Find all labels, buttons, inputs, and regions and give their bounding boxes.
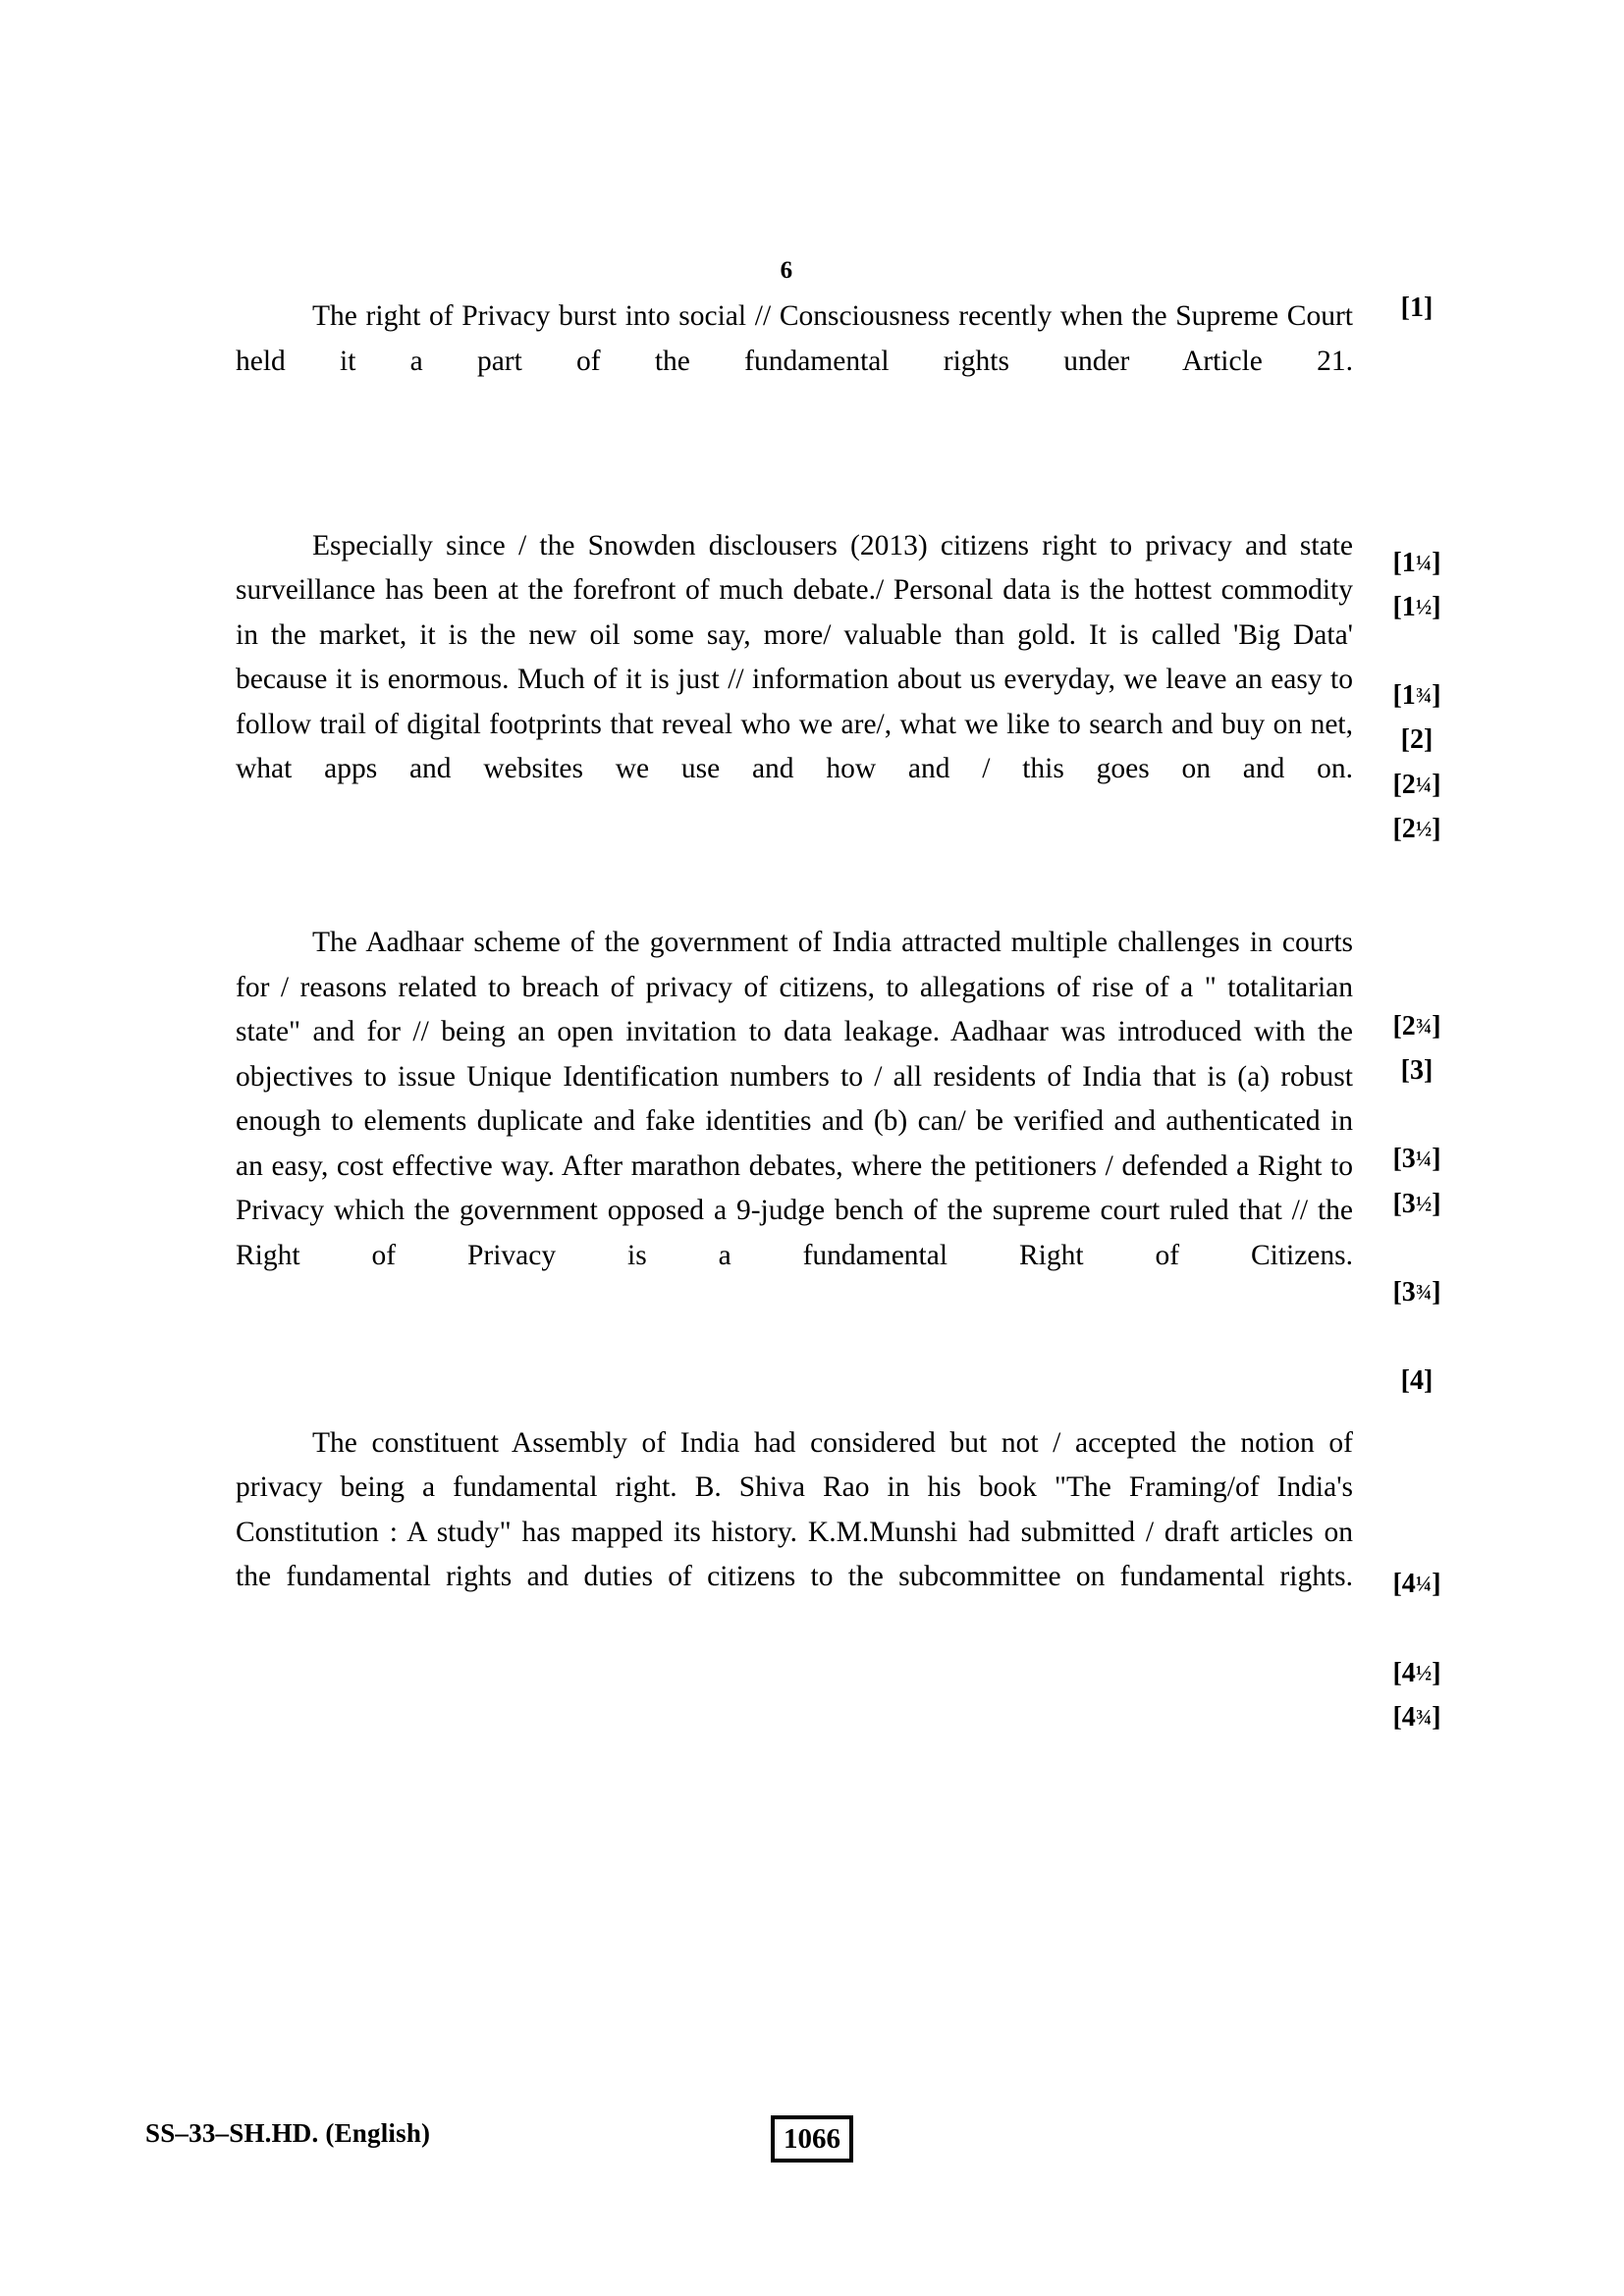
mark-value: [3¼] [1392,1144,1441,1174]
mark-value: [2¼] [1392,770,1441,800]
mark-value: [4¾] [1392,1702,1441,1733]
paragraph-2: Especially since / the Snowden disclousers (2013) citizens right to privacy and state surveillance has been at the forefront of much debate./ Personal data is the hottest commodity in the market, it is the new oil some say, more/ valuable than gold. It is called 'Big Data' because it is enormous. Much of it is just // information about us everyday, we leave an easy to follow trail of digital footprints that reveal who we are/, what we like to search and buy on net, what apps and websites we use and how and / this goes on and on. [236,529,1353,784]
page-number [0,257,1624,285]
mark-value: [2] [1400,724,1434,755]
marks-column [1363,294,1510,1865]
mark-value: [1¼] [1392,548,1441,578]
mark-value: [1] [1400,293,1434,323]
paragraph-1: The right of Privacy burst into social // Consciousness recently when the Supreme Court held it a part of the fundamental rights under Article 21. [236,300,1353,377]
mark-value: [4¼] [1392,1569,1441,1599]
page-number-value: 6 [780,257,793,284]
footer-paper-code: SS–33–SH.HD. (English) [145,2118,431,2148]
paragraph-4: The constituent Assembly of India had considered but not / accepted the notion of privacy being a fundamental right. B. Shiva Rao in his book "The Framing/of India's Constitution : A study" has mapped its history. K.M.Munshi had submitted / draft articles on the fundamental rights and duties of citizens to the subcommittee on fundamental rights. [236,1426,1353,1592]
mark-value: [4½] [1392,1658,1441,1688]
mark-value: [3½] [1392,1189,1441,1219]
footer-paper-number: 1066 [784,2122,840,2155]
mark-value: [1¾] [1392,680,1441,711]
paragraph-3: The Aadhaar scheme of the government of India attracted multiple challenges in courts for / reasons related to breach of privacy of citizens, to allegations of rise of a " totalitarian state" and for // being an open invitation to data leakage. Aadhaar was introduced with the objectives to issue Unique Identification numbers to / all residents of India that is (a) robust enough to elements duplicate and fake identities and (b) can/ be verified and authenticated in an easy, cost effective way. After marathon debates, where the petitioners / defended a Right to Privacy which the government opposed a 9-judge bench of the supreme court ruled that // the Right of Privacy is a fundamental Right of Citizens. [236,927,1353,1271]
passage-body [236,294,1353,1644]
mark-value: [2½] [1392,814,1441,844]
mark-value: [3¾] [1392,1277,1441,1308]
mark-value: [2¾] [1392,1011,1441,1041]
mark-value: [1½] [1392,592,1441,622]
mark-value: [3] [1400,1055,1434,1086]
mark-value: [4] [1400,1365,1434,1396]
footer-paper-number-box [771,2115,853,2163]
